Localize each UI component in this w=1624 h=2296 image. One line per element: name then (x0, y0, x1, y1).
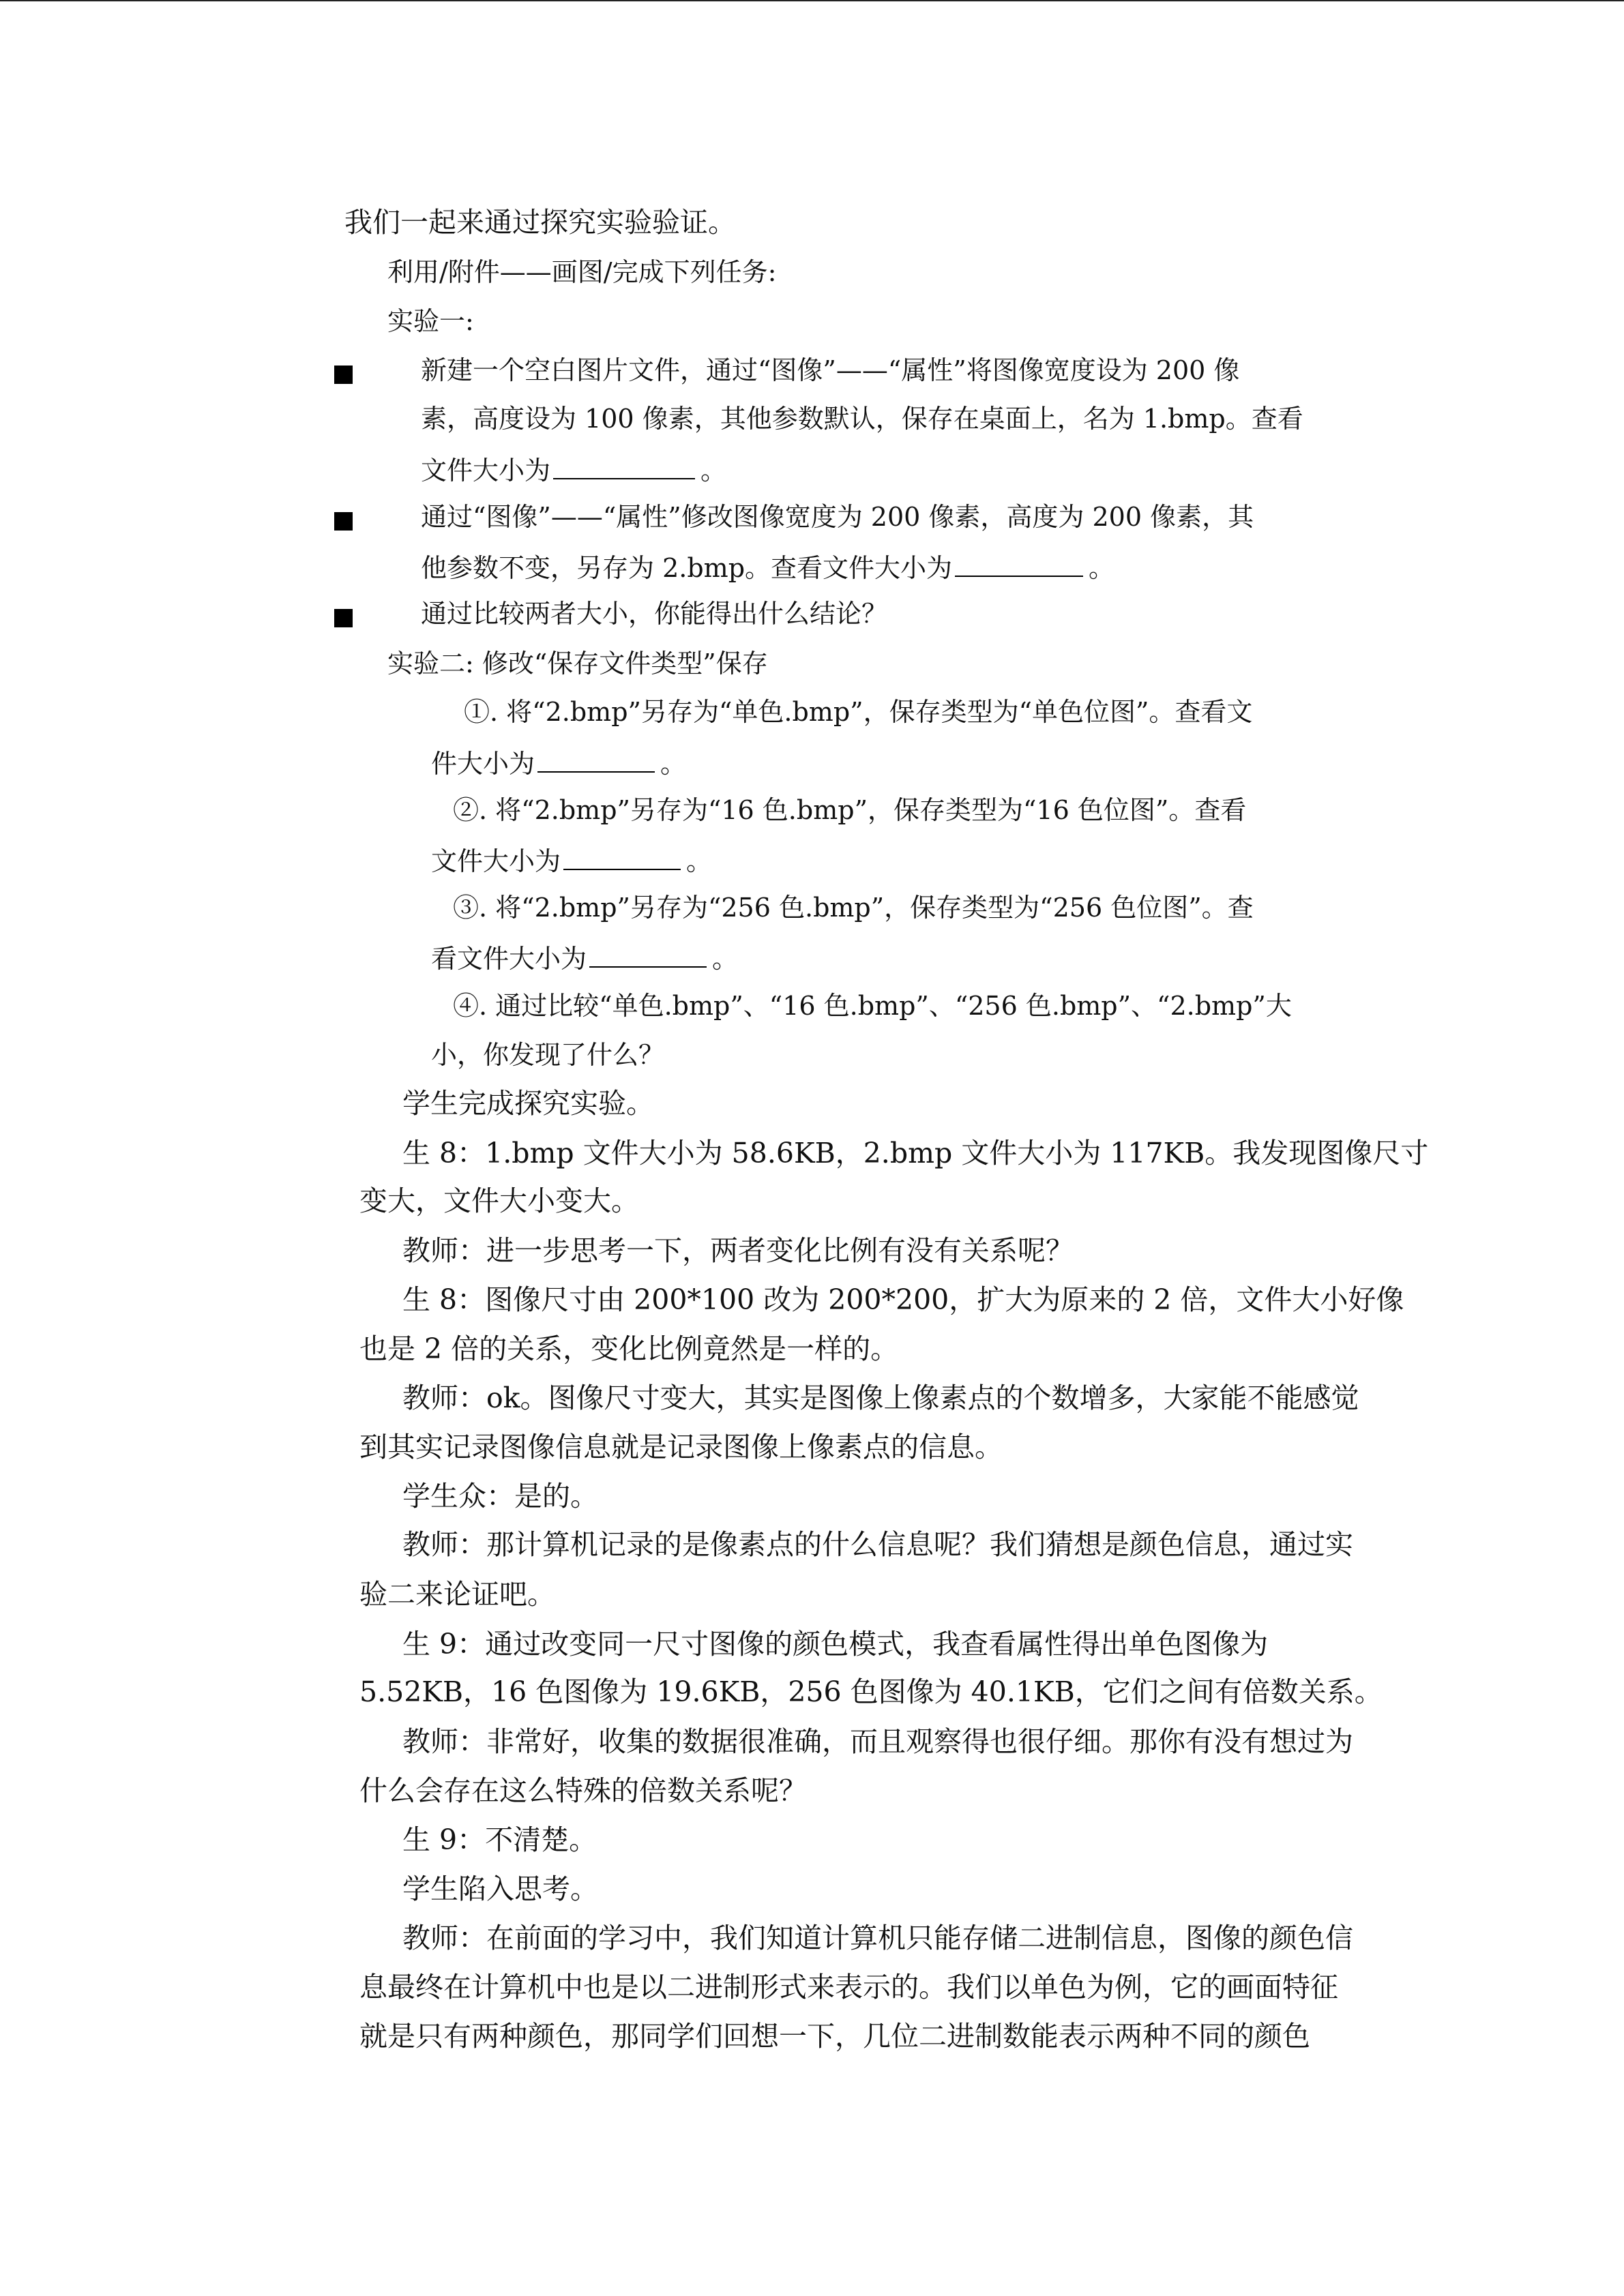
line-text: 5.52KB，16 色图像为 19.6KB，256 色图像为 40.1KB，它们之间有倍数关系。 (359, 1675, 1383, 1708)
line-text: 也是 2 倍的关系，变化比例竟然是一样的。 (359, 1332, 899, 1365)
text-line-33 (402, 1823, 597, 1857)
line-text: 文件大小为 (431, 846, 561, 876)
text-line-21 (402, 1234, 1074, 1268)
text-line-4 (421, 402, 1303, 436)
square-bullet-icon (334, 609, 353, 627)
text-line-13 (431, 841, 712, 876)
line-text: 教师：进一步思考一下，两者变化比例有没有关系呢？ (402, 1234, 1074, 1267)
text-line-0 (344, 205, 736, 239)
line-text: 教师：ok。图像尺寸变大，其实是图像上像素点的个数增多，大家能不能感觉 (402, 1382, 1359, 1414)
line-text: 生 9：不清楚。 (402, 1823, 597, 1856)
text-line-14 (453, 891, 1254, 925)
text-line-31 (402, 1725, 1353, 1759)
text-line-18 (402, 1086, 654, 1120)
text-line-2 (387, 304, 474, 338)
blank-period: 。 (686, 846, 713, 876)
line-text: 学生陷入思考。 (402, 1873, 598, 1905)
line-text: 通过比较两者大小，你能得出什么结论？ (421, 599, 888, 629)
text-line-37 (359, 2019, 1310, 2053)
text-line-27 (402, 1527, 1353, 1562)
line-text: ③. 将“2.bmp”另存为“256 色.bmp”，保存类型为“256 色位图”。查 (453, 893, 1254, 923)
fill-in-blank[interactable] (589, 939, 707, 968)
line-text: 文件大小为 (421, 456, 551, 486)
line-text: 息最终在计算机中也是以二进制形式来表示的。我们以单色为例，它的画面特征 (359, 1971, 1338, 2003)
line-text: 学生众：是的。 (402, 1480, 598, 1512)
line-text: 就是只有两种颜色，那同学们回想一下，几位二进制数能表示两种不同的颜色 (359, 2020, 1310, 2053)
text-line-11 (431, 744, 686, 778)
line-text: 实验二: 修改“保存文件类型”保存 (387, 648, 768, 679)
text-line-34 (402, 1872, 598, 1906)
text-line-16 (453, 989, 1292, 1023)
fill-in-blank[interactable] (537, 744, 655, 773)
line-text: 通过“图像”——“属性”修改图像宽度为 200 像素，高度为 200 像素，其 (421, 502, 1254, 532)
line-text: 他参数不变，另存为 2.bmp。查看文件大小为 (421, 553, 953, 583)
fill-in-blank[interactable] (553, 451, 695, 479)
line-text: 利用/附件——画图/完成下列任务: (387, 257, 777, 287)
line-text: 看文件大小为 (431, 944, 587, 974)
line-text: 新建一个空白图片文件，通过“图像”——“属性”将图像宽度设为 200 像 (421, 355, 1240, 385)
text-line-36 (359, 1970, 1338, 2004)
text-line-22 (402, 1283, 1404, 1317)
line-text: 我们一起来通过探究实验验证。 (344, 206, 736, 239)
text-line-15 (431, 939, 738, 973)
text-line-28 (359, 1577, 555, 1611)
page-top-border (0, 0, 1624, 1)
square-bullet-icon (334, 366, 353, 384)
text-line-10 (464, 695, 1252, 729)
text-line-9 (387, 646, 768, 681)
text-line-6 (421, 500, 1254, 534)
fill-in-blank[interactable] (563, 841, 681, 870)
blank-period: 。 (700, 456, 727, 486)
text-line-1 (387, 255, 776, 289)
text-line-8 (421, 597, 887, 631)
line-text: 验二来论证吧。 (359, 1578, 555, 1611)
line-text: 实验一: (387, 306, 474, 336)
fill-in-blank[interactable] (955, 548, 1083, 577)
line-text: ④. 通过比较“单色.bmp”、“16 色.bmp”、“256 色.bmp”、“2.bmp”大 (453, 991, 1292, 1021)
text-line-5 (421, 451, 726, 485)
text-line-20 (359, 1184, 639, 1218)
line-text: ②. 将“2.bmp”另存为“16 色.bmp”，保存类型为“16 色位图”。查看 (453, 795, 1247, 825)
text-line-3 (421, 353, 1239, 387)
line-text: 到其实记录图像信息就是记录图像上像素点的信息。 (359, 1431, 1003, 1463)
square-bullet-icon (334, 512, 353, 531)
text-line-23 (359, 1332, 898, 1366)
text-line-25 (359, 1430, 1003, 1464)
line-text: 教师：非常好，收集的数据很准确，而且观察得也很仔细。那你有没有想过为 (402, 1725, 1353, 1758)
blank-period: 。 (712, 944, 739, 974)
text-line-26 (402, 1479, 598, 1513)
line-text: 素，高度设为 100 像素，其他参数默认，保存在桌面上，名为 1.bmp。查看 (421, 404, 1303, 434)
text-line-12 (453, 793, 1246, 827)
text-line-17 (431, 1038, 664, 1072)
line-text: 生 9：通过改变同一尺寸图像的颜色模式，我查看属性得出单色图像为 (402, 1628, 1269, 1660)
text-line-29 (402, 1627, 1268, 1661)
text-line-35 (402, 1921, 1353, 1955)
blank-period: 。 (660, 749, 687, 779)
line-text: 教师：在前面的学习中，我们知道计算机只能存储二进制信息，图像的颜色信 (402, 1922, 1353, 1954)
line-text: 学生完成探究实验。 (402, 1087, 654, 1120)
text-line-7 (421, 548, 1114, 582)
blank-period: 。 (1089, 553, 1115, 583)
line-text: ①. 将“2.bmp”另存为“单色.bmp”，保存类型为“单色位图”。查看文 (464, 697, 1253, 727)
text-line-19 (402, 1136, 1428, 1170)
text-line-24 (402, 1381, 1359, 1415)
line-text: 什么会存在这么特殊的倍数关系呢？ (359, 1774, 807, 1807)
text-line-30 (359, 1675, 1383, 1709)
line-text: 件大小为 (431, 749, 535, 779)
line-text: 小，你发现了什么？ (431, 1040, 665, 1070)
line-text: 教师：那计算机记录的是像素点的什么信息呢？我们猜想是颜色信息，通过实 (402, 1528, 1353, 1561)
line-text: 生 8：图像尺寸由 200*100 改为 200*200，扩大为原来的 2 倍，文件大小好像 (402, 1283, 1404, 1316)
line-text: 生 8：1.bmp 文件大小为 58.6KB，2.bmp 文件大小为 117KB。我发现图像尺寸 (402, 1137, 1429, 1169)
text-line-32 (359, 1774, 807, 1808)
line-text: 变大，文件大小变大。 (359, 1184, 639, 1217)
